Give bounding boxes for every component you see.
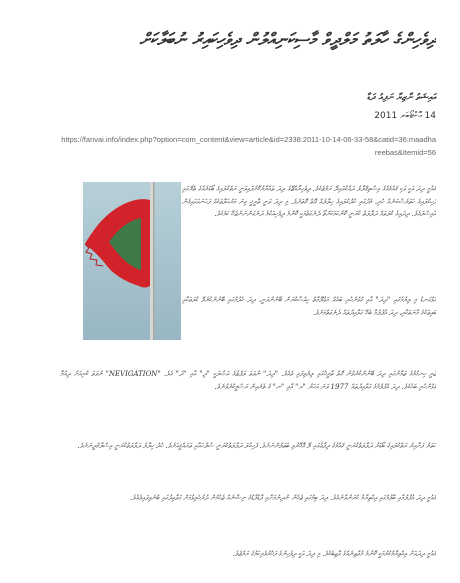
article-paragraph-3: ޖަރީ ހިނގުމުގެ ޒަމާނުގައި ދިދަ ބޭނުންކުރެވުނު ގޮތް ތާރީޚުގައި ލިޔެވިފައި ވެއެވެ. "ދިދަ" ނުވަތަ ލަފްޒުގެ އަޞްލަކީ "ދި" އާއި "ދަ" އެވެ. "NEVIGATION" ނުވަތަ ކުރިއަށް ދިއުމާ ގުޅުންހުރި ބަހެކެވެ. ދިދަ އުފުލުމުގެ ގަވާއިދުތައް 1977 ވަނަ އަހަރު "ރ" އާއި "ނ" ގެ ތެރެއިން ރަސްމީކުރެވުނެވެ.: [60, 370, 436, 391]
article-date: 14 އޮކްޓޯބަރ 2011: [374, 111, 436, 121]
article-paragraph-1: ޤައުމީ ދިދަ އަކީ ވަކި ޤައުމެއްގެ އިސްތިޤްލާލު ދައްކުވައިދޭ ރަމްޒެކެވެ. ދިވެހިރާއްޖޭގެ ދިދަ ތައްޔާރުކޮށްފައިވަނީ ރަތްކުލައިގެ ބޯޑަރެއްގެ ތެރޭގައި ފެހިކުލައިގެ ހަތަރެސްކަނެއް ހުރި، މެދުގައި ހުދުކުލައިގެ ހިލާލެއް އޮތް ގޮތަށެވެ. މި ދިދަ ވަނީ ތާރީޚީ ގިނަ މަރުޙަލާތަކެއް ފަހަނައަޅައިގެން އައިސްފައެވެ. ދިދައިގެ ކުލަތައް ދަލާލަތު ކުރަނީ ކޮންކަމަކަށްތޯ ދެނެގަތުމަކީ ކޮންމެ ދިވެހިއަކުމެ ދަނެގަންނަންޖެހޭ ކަމެކެވެ.: [182, 185, 436, 218]
article-paragraph-4: ހަތަރު ފަށާއިރު ރަތްކުލައިގެ ބޯޑަރު ދަލާލަތުކުރަނީ ޤައުމުގެ ދިފާޢުގައި ލޭ އޮހޮރުވި ބަޠަލުންނަށެވެ. ފެހިކުލަ ދަލާލަތުކުރަނީ ސުލްހައާއި ތަރައްޤީއަށެވެ. ހުދު ހިލާލު ދަލާލަތުކުރަނީ އިސްލާމްދީނަށެވެ.: [77, 442, 436, 450]
article-title: ދިވެހިންގެ ހާލަތު މަލްދީވް މާސިކަނިއްލުން ދިވެހިކައިރު ނުބަލާކަށް: [139, 30, 436, 50]
source-url-link[interactable]: https://fanvai.info/index.php?option=com_content&view=article&id=2338:2011-10-14-06-33-58&catid=36:maadhareebas&Itemid=56: [61, 135, 436, 157]
article-paragraph-6: ޤައުމީ ދިދައަށް އިޙްތިރާމުކުރުމަކީ ކޮންމެ މުވާޠިނެއްގެ ވާޖިބެކެވެ. މި ދިދަ އަކީ ދިވެހިންގެ ފަޚުރުވެރިކަމުގެ ރަމްޒެވެ.: [232, 550, 436, 558]
article-paragraph-2: އަޅުގަނޑު މި ލިޔުމުގައި "ދިދަ" އާއި ގުޅުންހުރި ބައެއް މަޢުލޫމާތު ހިއްސާކުރަން ބޭނުންވަނީ، ދިދަ ހެދުމުގައި ބޭނުންކުރެވޭ ކުލަތަކާއި ބައިތަކުގެ މާނަތަކާއި، ދިދަ އުފުލުމާ ބެހޭ ގަވާއިދުތައް ދެނެގަތުމަށެވެ.: [182, 296, 436, 317]
article-byline: އައިޝަތު ނާޒިޔާ ނަފިއު ދަޑާ: [366, 93, 436, 103]
flag-photo-svg: [83, 182, 181, 340]
flag-photo: [83, 182, 181, 340]
article-paragraph-5: ޤައުމީ ދިދަ އުފުލުމާއި ބާލުމުގައި އިޙްތިރާމު ކުރަންވާނެއެވެ. ދިދަ ބިމުގައި ޖެހެން ނުދިނުމަށާއި ފާޑުފާޑުގެ ނިޝާނެއް ޖެހުމުން ދުރުހެލިވުމަށް ގަވާއިދުގައި ބުނެވިފައިވެއެވެ.: [129, 494, 436, 502]
